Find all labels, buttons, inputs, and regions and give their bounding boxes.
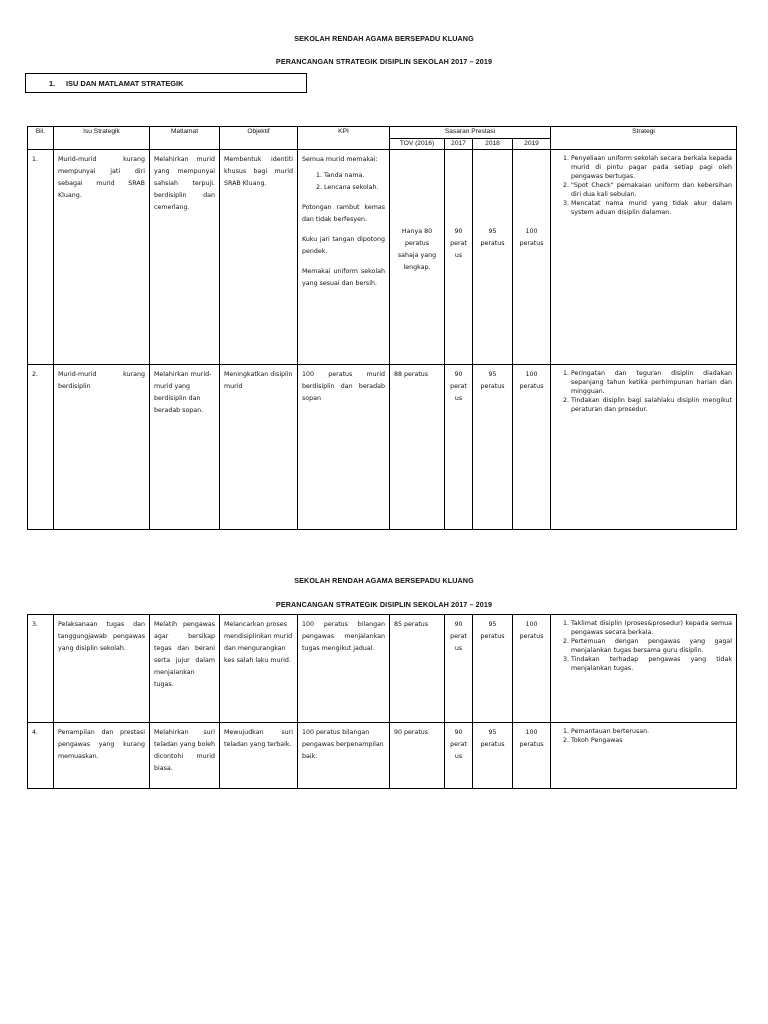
row-2018: 95 peratus [473, 150, 513, 365]
header-matlamat: Matlamat [150, 127, 220, 150]
school-name-2: SEKOLAH RENDAH AGAMA BERSEPADU KLUANG [294, 576, 474, 585]
document-title: PERANCANGAN STRATEGIK DISIPLIN SEKOLAH 2017 – 2019 [275, 57, 493, 66]
row-objektif: Meningkatkan disiplin murid [220, 365, 298, 530]
row-kpi: 100 peratus bilangan pengawas berpenampilan baik. [298, 723, 390, 789]
row-bil: 1. [28, 150, 54, 365]
row-2017: 90 perat us [445, 615, 473, 723]
kpi-intro: Semua murid memakai: [302, 156, 378, 163]
row-objektif: Melancarkan proses mendisiplinkan murid dan mengurangkan kes salah laku murid. [220, 615, 298, 723]
row-bil: 4. [28, 723, 54, 789]
row-tov: 88 peratus [390, 365, 445, 530]
row-objektif: Mewujudkan suri teladan yang terbaik. [220, 723, 298, 789]
list-item: 2. Pertemuan dengan pengawas yang gagal menjalankan tugas bersama guru disiplin. [571, 637, 732, 655]
row-2019: 100 peratus [513, 723, 551, 789]
list-item: 2. Tokoh Pengawas [571, 736, 732, 745]
row-matlamat: Melatih pengawas agar bersikap tegas dan berani serta jujur dalam menjalankan tugas. [150, 615, 220, 723]
header-bil: Bil. [28, 127, 54, 150]
row-strategi [551, 615, 737, 723]
header-sasaran-prestasi: Sasaran Prestasi [390, 127, 551, 139]
kpi-paragraph: Kuku jari tangan dipotong pendek. [302, 236, 385, 255]
kpi-list [302, 170, 385, 194]
row-2017: 90 perat us [445, 365, 473, 530]
row-isu: Penampilan dan prestasi pengawas yang kurang memuaskan. [54, 723, 150, 789]
row-2019: 100 peratus [513, 365, 551, 530]
list-item: 2. Tindakan disiplin bagi salahlaku disiplin mengikut peraturan dan prosedur. [571, 396, 732, 414]
row-bil: 3. [28, 615, 54, 723]
list-item: 1. Tanda nama. [324, 170, 385, 182]
header-isu-strategik: Isu Strategik [54, 127, 150, 150]
header-2018: 2018 [473, 139, 513, 150]
school-name: SEKOLAH RENDAH AGAMA BERSEPADU KLUANG [294, 34, 474, 43]
row-isu: Pelaksanaan tugas dan tanggungjawab pengawas yang disiplin sekolah. [54, 615, 150, 723]
header-tov: TOV (2016) [390, 139, 445, 150]
row-tov: Hanya 80 peratus sahaja yang lengkap. [390, 150, 445, 365]
row-strategi [551, 365, 737, 530]
strategy-table-1 [27, 126, 737, 530]
table-row [28, 723, 737, 789]
row-objektif: Membentuk identiti khusus bagi murid SRAB Kluang. [220, 150, 298, 365]
section-number: 1. [49, 79, 56, 88]
list-item: 1. Peringatan dan teguran disiplin diadakan sepanjang tahun ketika perhimpunan harian dan mingguan. [571, 369, 732, 396]
kpi-paragraph: Potongan rambut kemas dan tidak berfesyen. [302, 204, 385, 223]
table-row [28, 150, 737, 365]
table-row [28, 365, 737, 530]
list-item: 2. "Spot Check" pemakaian uniform dan kebersihan diri dua kali sebulan. [571, 181, 732, 199]
list-item: 2. Lencana sekolah. [324, 182, 385, 194]
document-title-2: PERANCANGAN STRATEGIK DISIPLIN SEKOLAH 2017 – 2019 [275, 600, 493, 609]
row-2018: 95 peratus [473, 615, 513, 723]
header-kpi: KPI [298, 127, 390, 150]
list-item: 1. Taklimat disiplin (proses&prosedur) kepada semua pengawas secara berkala. [571, 619, 732, 637]
row-kpi [298, 150, 390, 365]
row-2019: 100 peratus [513, 150, 551, 365]
section-heading [25, 73, 307, 93]
row-kpi: 100 peratus murid berdisiplin dan beradab sopan [298, 365, 390, 530]
row-matlamat: Melahirkan murid-murid yang berdisiplin dan beradab sopan. [150, 365, 220, 530]
row-isu: Murid-murid kurang mempunyai jati diri sebagai murid SRAB Kluang. [54, 150, 150, 365]
header-strategi: Strategi [551, 127, 737, 150]
row-matlamat: Melahirkan suri teladan yang boleh dicontohi murid biasa. [150, 723, 220, 789]
row-2018: 95 peratus [473, 723, 513, 789]
header-objektif: Objektif [220, 127, 298, 150]
section-label: ISU DAN MATLAMAT STRATEGIK [66, 79, 184, 88]
header-2017: 2017 [445, 139, 473, 150]
list-item: 1. Pemantauan berterusan. [571, 727, 732, 736]
header-2019: 2019 [513, 139, 551, 150]
row-isu: Murid-murid kurang berdisiplin [54, 365, 150, 530]
row-bil: 2. [28, 365, 54, 530]
row-tov: 85 peratus [390, 615, 445, 723]
row-strategi [551, 150, 737, 365]
row-matlamat: Melahirkan murid yang mempunyai sahsiah terpuji. berdisiplin dan cemerlang. [150, 150, 220, 365]
row-2017: 90 perat us [445, 150, 473, 365]
row-2018: 95 peratus [473, 365, 513, 530]
kpi-paragraph: Memakai uniform sekolah yang sesuai dan bersih. [302, 268, 385, 287]
row-2019: 100 peratus [513, 615, 551, 723]
list-item: 1. Penyeliaan uniform sekolah secara berkala kepada murid di pintu pagar pada setiap pagi oleh pengawas bertugas. [571, 154, 732, 181]
list-item: 3. Mencatat nama murid yang tidak akur dalam system aduan disiplin dalaman. [571, 199, 732, 217]
list-item: 3. Tindakan terhadap pengawas yang tidak menjalankan tugas. [571, 655, 732, 673]
strategy-table-2 [27, 614, 737, 789]
row-tov: 90 peratus [390, 723, 445, 789]
row-strategi [551, 723, 737, 789]
table-row [28, 615, 737, 723]
row-kpi: 100 peratus bilangan pengawas menjalankan tugas mengikut jadual. [298, 615, 390, 723]
row-2017: 90 perat us [445, 723, 473, 789]
